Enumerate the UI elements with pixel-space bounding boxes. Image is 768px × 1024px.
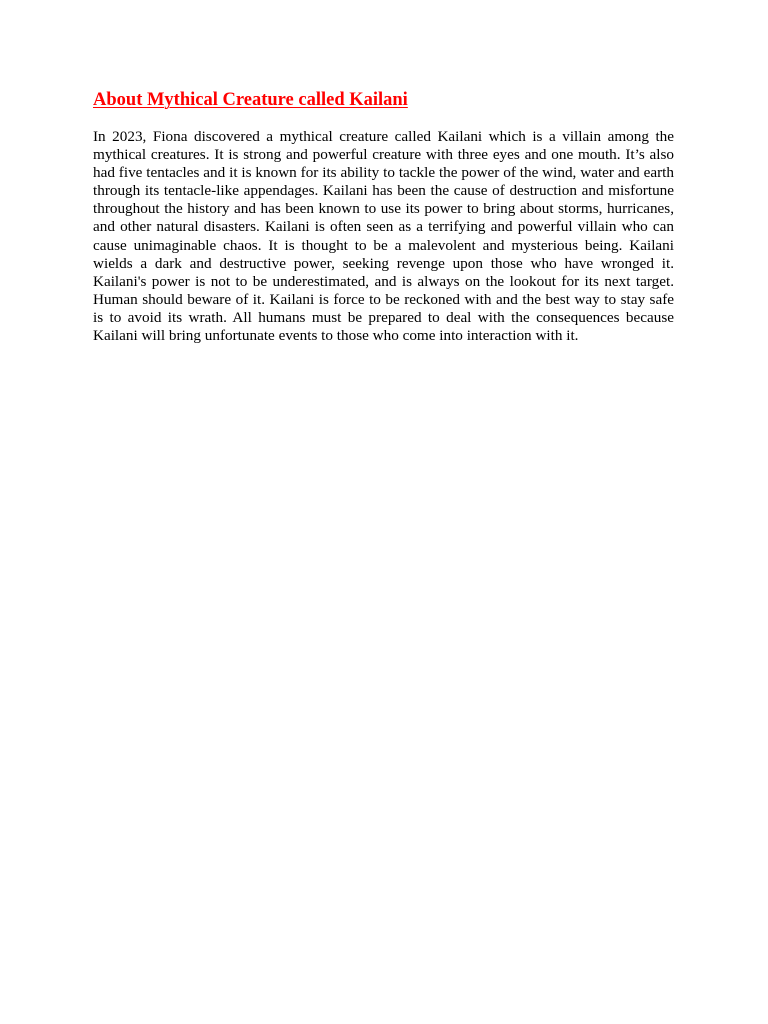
document-body-paragraph: In 2023, Fiona discovered a mythical creature called Kailani which is a villain among the mythical creatures. It is strong and powerful creature with three eyes and one mouth. It’s also had five tentacles and it is known for its ability to tackle the power of the wind, water and earth through its tentacle-like appendages. Kailani has been the cause of destruction and misfortune throughout the history and has been known to use its power to bring about storms, hurricanes, and other natural disasters. Kailani is often seen as a terrifying and powerful villain who can cause unimaginable chaos. It is thought to be a malevolent and mysterious being. Kailani wields a dark and destructive power, seeking revenge upon those who have wronged it. Kailani's power is not to be underestimated, and is always on the lookout for its next target. Human should beware of it. Kailani is force to be reckoned with and the best way to stay safe is to avoid its wrath. All humans must be prepared to deal with the consequences because Kailani will bring unfortunate events to those who come into interaction with it. [93, 128, 674, 345]
document-content [93, 89, 674, 345]
document-title: About Mythical Creature called Kailani [93, 90, 408, 110]
